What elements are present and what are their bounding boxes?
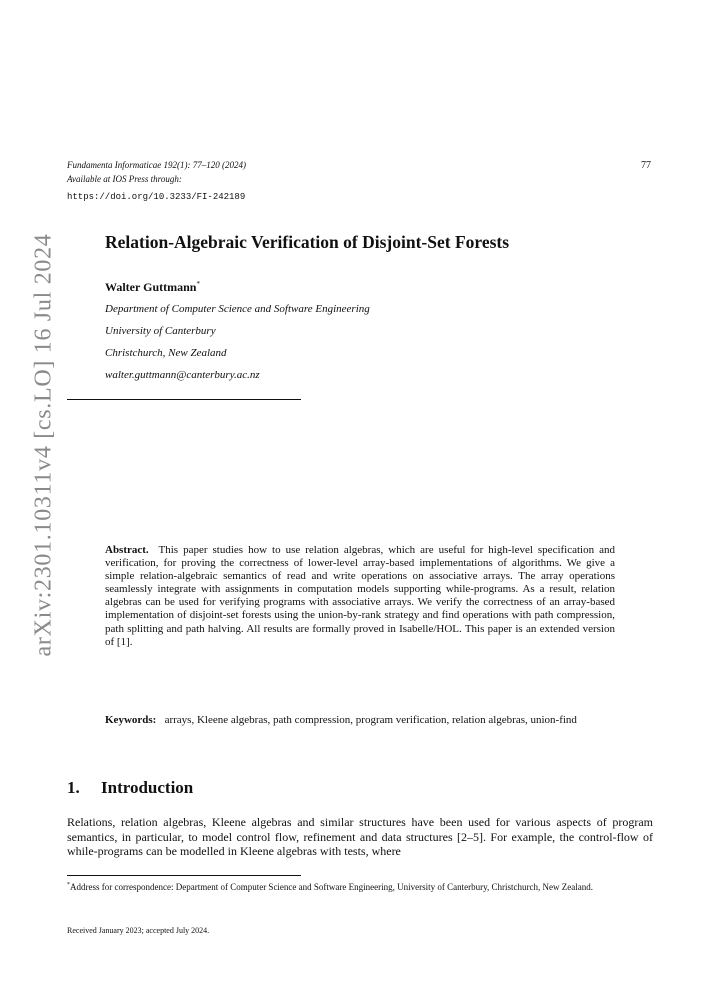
keywords [105,714,617,727]
footnote-mark: * [67,882,70,888]
footnote-text: Address for correspondence: Department of Computer Science and Software Engineering, University of Canterbury, Christchurch, New Zealand. [70,882,593,892]
abstract [105,544,615,649]
availability-note: Available at IOS Press through: [67,174,182,184]
author-footnote-mark: * [196,280,200,288]
arxiv-side-stamp [14,233,74,657]
page-number: 77 [641,160,651,171]
section-heading [67,778,193,798]
affiliation-department: Department of Computer Science and Software Engineering [105,303,370,315]
keywords-label: Keywords: [105,714,157,726]
received-date: Received January 2023; accepted July 2024. [67,926,210,935]
introduction-paragraph: Relations, relation algebras, Kleene algebras and similar structures have been used for various aspects of program semantics, in particular, to model control flow, refinement and data structures [2–5]. For example, the control-flow of while-programs can be modelled in Kleene algebras with tests, where [67,815,653,859]
author-name [105,280,200,295]
journal-citation: Fundamenta Informaticae 192(1): 77–120 (2024) [67,160,246,170]
affiliation-location: Christchurch, New Zealand [105,347,227,359]
section-number: 1. [67,778,80,797]
doi-link[interactable]: https://doi.org/10.3233/FI-242189 [67,192,246,202]
abstract-text: This paper studies how to use relation algebras, which are useful for high-level specification and verification, for proving the correctness of lower-level array-based implementations of algorithms. We give a simple relation-algebraic semantics of read and write operations on associative arrays. The array operations seamlessly integrate with assignments in computation models supporting while-programs. As a result, relation algebras can be used for verifying programs with associative arrays. We verify the correctness of an array-based implementation of disjoint-set forests using the union-by-rank strategy and find operations with path compression, path splitting and path halving. All results are formally proved in Isabelle/HOL. This paper is an extended version of [1]. [105,544,615,648]
footnote [67,880,653,894]
author-email[interactable]: walter.guttmann@canterbury.ac.nz [105,369,260,381]
paper-title: Relation-Algebraic Verification of Disjoint-Set Forests [105,232,510,252]
author-name-text: Walter Guttmann [105,280,197,294]
affiliation-university: University of Canterbury [105,325,216,337]
section-title: Introduction [101,778,194,797]
arxiv-identifier: arXiv:2301.10311v4 [cs.LO] 16 Jul 2024 [30,233,57,657]
divider-rule [67,399,301,400]
abstract-label: Abstract. [105,544,149,556]
keywords-text: arrays, Kleene algebras, path compression, program verification, relation algebras, union-find [164,714,577,726]
footnote-rule [67,875,301,876]
